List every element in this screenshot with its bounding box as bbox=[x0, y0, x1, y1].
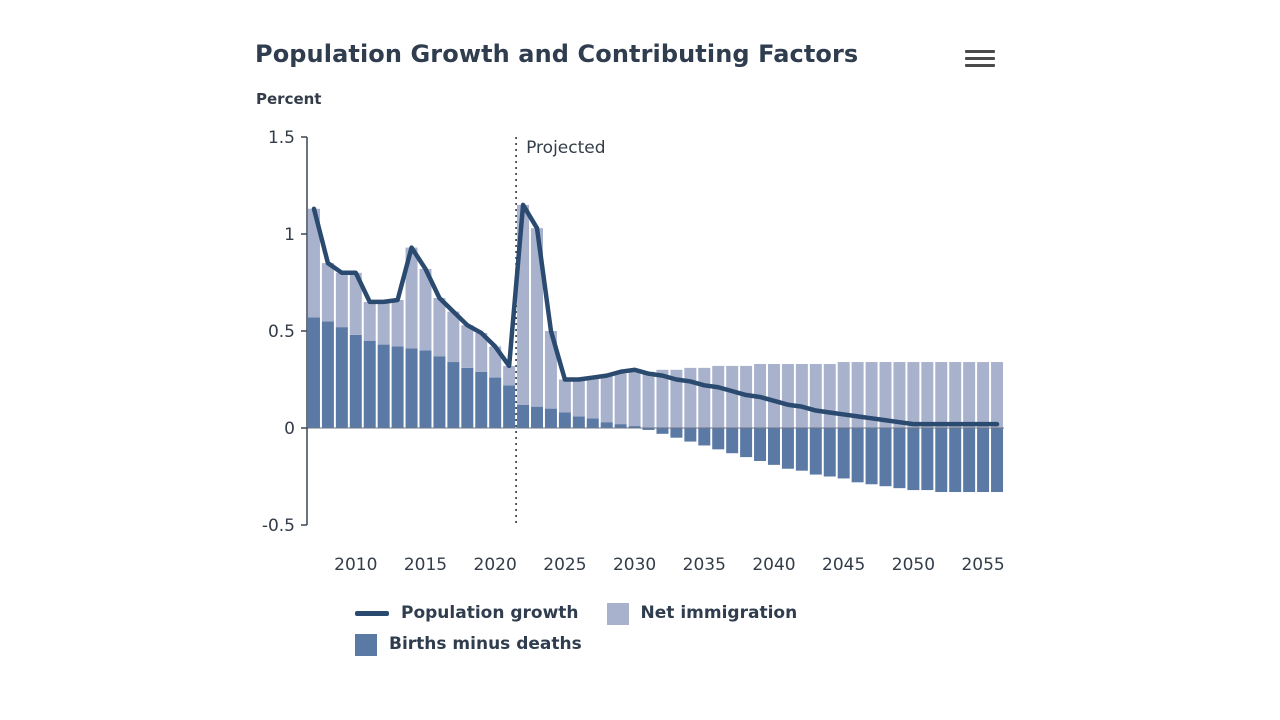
bar-births-minus-deaths bbox=[684, 428, 696, 442]
bar-net-immigration bbox=[684, 368, 696, 428]
y-tick-label: 0 bbox=[284, 419, 295, 439]
bar-net-immigration bbox=[963, 362, 975, 428]
bar-net-immigration bbox=[615, 374, 627, 424]
bar-births-minus-deaths bbox=[824, 428, 836, 477]
bar-births-minus-deaths bbox=[810, 428, 822, 475]
bar-births-minus-deaths bbox=[378, 345, 390, 428]
bar-births-minus-deaths bbox=[531, 407, 543, 428]
bar-net-immigration bbox=[433, 298, 445, 356]
bar-births-minus-deaths bbox=[782, 428, 794, 469]
bar-births-minus-deaths bbox=[615, 424, 627, 428]
legend-swatch-box-icon bbox=[355, 634, 377, 656]
bar-births-minus-deaths bbox=[921, 428, 933, 490]
bar-births-minus-deaths bbox=[336, 327, 348, 428]
bar-births-minus-deaths bbox=[670, 428, 682, 438]
bar-births-minus-deaths bbox=[545, 409, 557, 428]
y-axis-unit-label: Percent bbox=[256, 90, 322, 108]
bar-net-immigration bbox=[921, 362, 933, 428]
bar-net-immigration bbox=[364, 302, 376, 341]
bar-net-immigration bbox=[907, 362, 919, 428]
legend-row-2 bbox=[355, 629, 995, 660]
legend-label-population-growth: Population growth bbox=[401, 603, 579, 623]
legend-item-population-growth[interactable] bbox=[355, 605, 579, 622]
bar-net-immigration bbox=[768, 364, 780, 428]
bar-births-minus-deaths bbox=[866, 428, 878, 484]
bar-births-minus-deaths bbox=[559, 412, 571, 428]
projected-label: Projected bbox=[526, 138, 606, 158]
bar-net-immigration bbox=[824, 364, 836, 428]
x-tick-label: 2055 bbox=[961, 555, 1005, 575]
bar-net-immigration bbox=[698, 368, 710, 428]
bar-net-immigration bbox=[726, 366, 738, 428]
bar-births-minus-deaths bbox=[656, 428, 668, 434]
bar-births-minus-deaths bbox=[364, 341, 376, 428]
bar-births-minus-deaths bbox=[698, 428, 710, 445]
bar-births-minus-deaths bbox=[392, 347, 404, 428]
x-tick-label: 2020 bbox=[473, 555, 517, 575]
bar-births-minus-deaths bbox=[712, 428, 724, 449]
bar-net-immigration bbox=[977, 362, 989, 428]
y-tick-label: 1.5 bbox=[267, 128, 295, 148]
bar-net-immigration bbox=[322, 263, 334, 321]
bar-births-minus-deaths bbox=[893, 428, 905, 488]
bar-births-minus-deaths bbox=[838, 428, 850, 478]
bar-net-immigration bbox=[629, 370, 641, 426]
bar-births-minus-deaths bbox=[433, 356, 445, 428]
bar-net-immigration bbox=[796, 364, 808, 428]
bar-net-immigration bbox=[392, 300, 404, 347]
bar-births-minus-deaths bbox=[726, 428, 738, 453]
bar-births-minus-deaths bbox=[935, 428, 947, 492]
legend-item-net-immigration[interactable] bbox=[607, 603, 798, 625]
bar-births-minus-deaths bbox=[587, 418, 599, 428]
bar-births-minus-deaths bbox=[907, 428, 919, 490]
bar-births-minus-deaths bbox=[963, 428, 975, 492]
bar-births-minus-deaths bbox=[447, 362, 459, 428]
bar-net-immigration bbox=[461, 325, 473, 368]
bar-births-minus-deaths bbox=[322, 321, 334, 428]
bar-net-immigration bbox=[712, 366, 724, 428]
bar-births-minus-deaths bbox=[949, 428, 961, 492]
x-tick-label: 2050 bbox=[891, 555, 936, 575]
x-tick-label: 2045 bbox=[822, 555, 866, 575]
page-title: Population Growth and Contributing Factors bbox=[255, 40, 859, 68]
bar-net-immigration bbox=[447, 312, 459, 362]
bar-net-immigration bbox=[949, 362, 961, 428]
bar-births-minus-deaths bbox=[754, 428, 766, 461]
bar-births-minus-deaths bbox=[406, 348, 418, 428]
legend-label-net-immigration: Net immigration bbox=[640, 603, 798, 623]
x-tick-label: 2010 bbox=[334, 555, 378, 575]
bar-births-minus-deaths bbox=[475, 372, 487, 428]
bar-births-minus-deaths bbox=[991, 428, 1003, 492]
bar-net-immigration bbox=[559, 380, 571, 413]
bar-net-immigration bbox=[503, 366, 515, 385]
bar-births-minus-deaths bbox=[740, 428, 752, 457]
x-tick-label: 2030 bbox=[612, 555, 657, 575]
bar-net-immigration bbox=[601, 376, 613, 423]
legend-label-births-minus-deaths: Births minus deaths bbox=[389, 634, 582, 654]
y-tick-label: 0.5 bbox=[267, 322, 295, 342]
bar-births-minus-deaths bbox=[489, 378, 501, 428]
bar-births-minus-deaths bbox=[308, 317, 320, 428]
bar-net-immigration bbox=[893, 362, 905, 428]
y-tick-label: -0.5 bbox=[261, 516, 295, 536]
bar-net-immigration bbox=[378, 302, 390, 345]
bar-births-minus-deaths bbox=[768, 428, 780, 465]
legend-item-births-minus-deaths[interactable] bbox=[355, 634, 582, 656]
bar-net-immigration bbox=[573, 380, 585, 417]
legend-row-1 bbox=[355, 598, 995, 629]
bar-net-immigration bbox=[838, 362, 850, 428]
x-tick-label: 2025 bbox=[543, 555, 587, 575]
bar-births-minus-deaths bbox=[461, 368, 473, 428]
bar-net-immigration bbox=[810, 364, 822, 428]
bar-births-minus-deaths bbox=[517, 405, 529, 428]
x-tick-label: 2040 bbox=[752, 555, 796, 575]
bar-births-minus-deaths bbox=[977, 428, 989, 492]
x-tick-label: 2015 bbox=[403, 555, 448, 575]
bar-births-minus-deaths bbox=[880, 428, 892, 486]
bar-net-immigration bbox=[587, 378, 599, 419]
bar-net-immigration bbox=[991, 362, 1003, 428]
bar-net-immigration bbox=[782, 364, 794, 428]
bar-births-minus-deaths bbox=[796, 428, 808, 471]
bar-births-minus-deaths bbox=[573, 416, 585, 428]
bar-births-minus-deaths bbox=[503, 385, 515, 428]
legend-swatch-line-icon bbox=[355, 611, 389, 616]
y-tick-label: 1 bbox=[284, 225, 295, 245]
chart-legend bbox=[355, 598, 995, 660]
bar-births-minus-deaths bbox=[601, 422, 613, 428]
bar-net-immigration bbox=[643, 372, 655, 428]
bar-net-immigration bbox=[935, 362, 947, 428]
legend-swatch-box-icon bbox=[607, 603, 629, 625]
bar-births-minus-deaths bbox=[419, 350, 431, 428]
bar-births-minus-deaths bbox=[852, 428, 864, 482]
bar-net-immigration bbox=[336, 273, 348, 327]
bar-births-minus-deaths bbox=[350, 335, 362, 428]
x-tick-label: 2035 bbox=[682, 555, 726, 575]
